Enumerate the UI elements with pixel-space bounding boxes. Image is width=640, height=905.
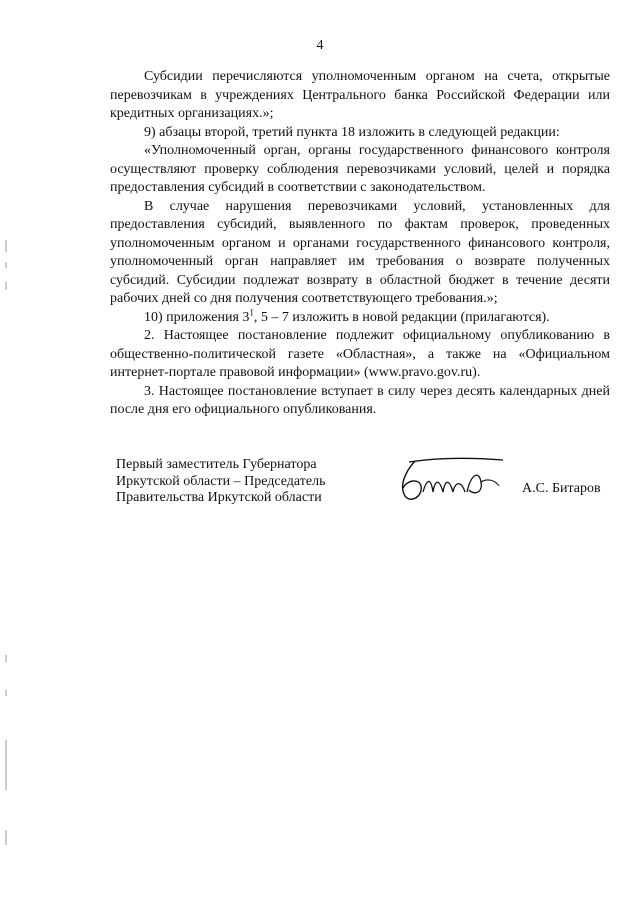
paragraph-item-9: 9) абзацы второй, третий пункта 18 изложить в следующей редакции: <box>144 124 560 140</box>
document-body <box>110 68 610 420</box>
signatory-title <box>116 457 325 507</box>
handwritten-signature <box>395 452 515 502</box>
page-number: 4 <box>316 38 324 53</box>
item-10-prefix: 10) приложения 3 <box>144 309 250 325</box>
signer-name: А.С. Битаров <box>522 481 601 496</box>
paragraph-item-10 <box>110 306 610 328</box>
signatory-title-line: Иркутской области – Председатель <box>116 473 326 489</box>
paragraph-entry-into-force: 3. Настоящее постановление вступает в силу через десять календарных дней после дня его официального опубликования. <box>110 383 610 417</box>
scan-margin-marks <box>4 0 8 905</box>
paragraph-control-check: «Уполномоченный орган, органы государственного финансового контроля осуществляют проверку соблюдения перевозчиками условий, целей и порядка предоставления субсидий в соответствии с законодательством. <box>110 143 610 195</box>
paragraph-violation-refund: В случае нарушения перевозчиками условий, установленных для предоставления субсидий, выявленного по фактам проверок, проведенных уполномоченным органом и органами государственного финансового контроля, уполномоченный орган направляет им требования о возврате полученных субсидий. Субсидии подлежат возврату в областной бюджет в течение десяти рабочих дней со дня получения соответствующего требования.»; <box>110 198 610 306</box>
paragraph-subsidies-transfer: Субсидии перечисляются уполномоченным органом на счета, открытые перевозчикам в учреждениях Центрального банка Российской Федерации или кредитных организациях.»; <box>110 69 610 121</box>
paragraph-publication: 2. Настоящее постановление подлежит официальному опубликованию в общественно-политической газете «Областная», а также на «Официальном интернет-портале правовой информации» (www.pravo.gov.ru). <box>110 328 610 380</box>
signatory-title-line: Первый заместитель Губернатора <box>116 457 317 472</box>
item-10-superscript: 1 <box>249 306 254 317</box>
item-10-suffix: , 5 – 7 изложить в новой редакции (прилагаются). <box>253 309 550 325</box>
signatory-title-line: Правительства Иркутской области <box>116 490 322 505</box>
